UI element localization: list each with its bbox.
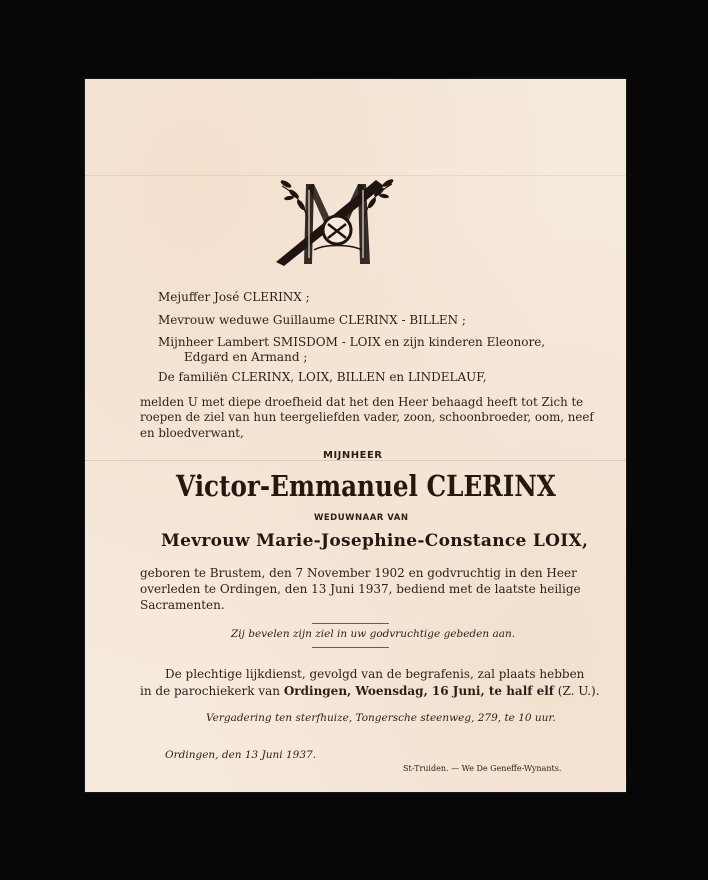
title-prefix: MIJNHEER: [323, 450, 383, 461]
spouse-name: Mevrouw Marie-Josephine-Constance LOIX,: [161, 531, 589, 551]
birth-death-line-2: overleden te Ordingen, den 13 Juni 1937, bediend met de laatste heilige: [140, 582, 581, 596]
monogram-emblem: [274, 174, 400, 270]
deceased-name: Victor-Emmanuel CLERINX: [176, 469, 556, 503]
mourner-line-1: Mejuffer José CLERINX ;: [158, 290, 310, 304]
mourner-line-2: Mevrouw weduwe Guillaume CLERINX - BILLEN ;: [158, 313, 466, 327]
funeral-line-2-post: (Z. U.).: [553, 684, 600, 698]
widower-label: WEDUWNAAR VAN: [314, 513, 409, 523]
announcement-line-3: en bloedverwant,: [140, 426, 244, 440]
mourner-line-4: Edgard en Armand ;: [184, 350, 308, 364]
printer-credit: St-Truiden. — We De Geneffe-Wynants.: [403, 764, 562, 773]
birth-death-line-1: geboren te Brustem, den 7 November 1902 en godvruchtig in den Heer: [140, 566, 577, 580]
birth-death-line-3: Sacramenten.: [140, 598, 225, 612]
death-notice-card: [85, 79, 626, 792]
announcement-line-2: roepen de ziel van hun teergeliefden vader, zoon, schoonbroeder, oom, neef: [140, 410, 594, 424]
funeral-line-2: [140, 684, 600, 698]
mourner-line-3: Mijnheer Lambert SMISDOM - LOIX en zijn kinderen Eleonore,: [158, 335, 546, 349]
announcement-line-1: melden U met diepe droefheid dat het den Heer behaagd heeft tot Zich te: [140, 395, 584, 409]
mourner-line-5: De familiën CLERINX, LOIX, BILLEN en LINDELAUF,: [158, 370, 487, 384]
gathering-note: Vergadering ten sterfhuize, Tongersche steenweg, 279, te 10 uur.: [206, 712, 556, 724]
funeral-date-time: Ordingen, Woensdag, 16 Juni, te half elf: [283, 684, 554, 698]
prayer-request: Zij bevelen zijn ziel in uw godvruchtige gebeden aan.: [231, 628, 516, 640]
funeral-line-2-pre: in de parochiekerk van: [140, 684, 284, 698]
place-date: Ordingen, den 13 Juni 1937.: [165, 749, 317, 761]
separator-rule-top: [312, 623, 389, 624]
funeral-line-1: De plechtige lijkdienst, gevolgd van de begrafenis, zal plaats hebben: [165, 667, 585, 681]
separator-rule-bottom: [312, 647, 389, 648]
